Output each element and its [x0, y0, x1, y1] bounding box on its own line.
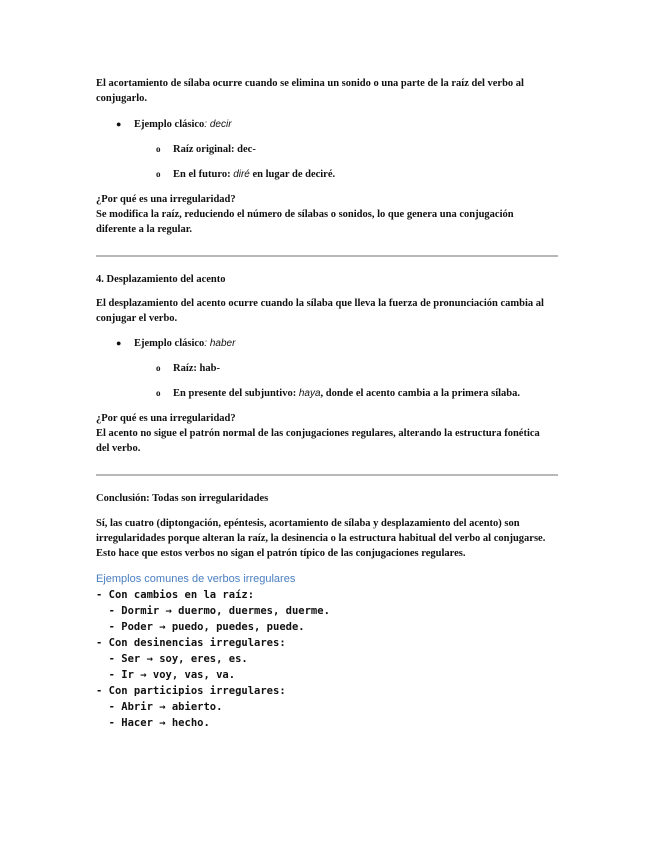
section3-why-text: Se modifica la raíz, reduciendo el número de sílabas o sonidos, lo que genera una conjugación diferente a la regular.	[96, 209, 514, 235]
example-verb: haber	[209, 338, 236, 349]
list-item: - Poder → puedo, puedes, puede.	[96, 621, 305, 633]
examples-list	[96, 587, 330, 731]
section3-intro: El acortamiento de sílaba ocurre cuando se elimina un sonido o una parte de la raíz del verbo al conjugarlo.	[96, 78, 524, 104]
section3-sub-item	[96, 142, 558, 157]
list-item: - Dormir → duermo, duermes, duerme.	[96, 605, 330, 617]
section3-example-bullet: ● Ejemplo clásico: decir	[116, 119, 232, 130]
section4-why-title: ¿Por qué es una irregularidad?	[96, 413, 236, 424]
section4-example-bullet: ● Ejemplo clásico: haber	[116, 338, 236, 349]
divider	[96, 255, 558, 257]
list-item: - Abrir → abierto.	[96, 701, 223, 713]
sub-bullet-icon: o	[156, 144, 161, 154]
list-item: - Con participios irregulares:	[96, 685, 286, 697]
divider	[96, 474, 558, 476]
list-item: - Con desinencias irregulares:	[96, 637, 286, 649]
section3-sub-item: o En el futuro: diré en lugar de deciré.	[156, 169, 336, 180]
sub-item-text: Raíz original: dec-	[173, 144, 256, 155]
section4-title: 4. Desplazamiento del acento	[96, 274, 226, 285]
bullet-icon: ●	[116, 119, 122, 129]
list-item: - Ser → soy, eres, es.	[96, 653, 248, 665]
section3-why-title: ¿Por qué es una irregularidad?	[96, 194, 236, 205]
list-item: - Con cambios en la raíz:	[96, 589, 255, 601]
example-verb: decir	[209, 119, 232, 130]
conclusion-text: Sí, las cuatro (diptongación, epéntesis, acortamiento de sílaba y desplazamiento del acento) son irregularidades porque alteran la raíz, la desinencia o la estructura habitual del verbo al conjugarse. Esto hace que estos verbos no sigan el patrón típico de las conjugaciones regulares.	[96, 518, 546, 559]
section4-why-text: El acento no sigue el patrón normal de las conjugaciones regulares, alterando la estructura fonética del verbo.	[96, 428, 540, 454]
list-item: - Hacer → hecho.	[96, 717, 210, 729]
examples-heading: Ejemplos comunes de verbos irregulares	[96, 573, 296, 585]
section4-sub-item	[96, 361, 558, 376]
example-label: Ejemplo clásico	[134, 338, 205, 349]
sub-item-text: Raíz: hab-	[173, 363, 220, 374]
sub-bullet-icon: o	[156, 388, 161, 398]
conclusion-title: Conclusión: Todas son irregularidades	[96, 493, 269, 504]
example-label: Ejemplo clásico	[134, 119, 205, 130]
list-item: - Ir → voy, vas, va.	[96, 669, 236, 681]
section4-intro: El desplazamiento del acento ocurre cuando la sílaba que lleva la fuerza de pronunciación cambia al conjugar el verbo.	[96, 298, 544, 324]
section4-sub-item: o En presente del subjuntivo: haya, donde el acento cambia a la primera sílaba.	[156, 388, 521, 399]
sub-bullet-icon: o	[156, 169, 161, 179]
bullet-icon: ●	[116, 338, 122, 348]
sub-bullet-icon: o	[156, 363, 161, 373]
